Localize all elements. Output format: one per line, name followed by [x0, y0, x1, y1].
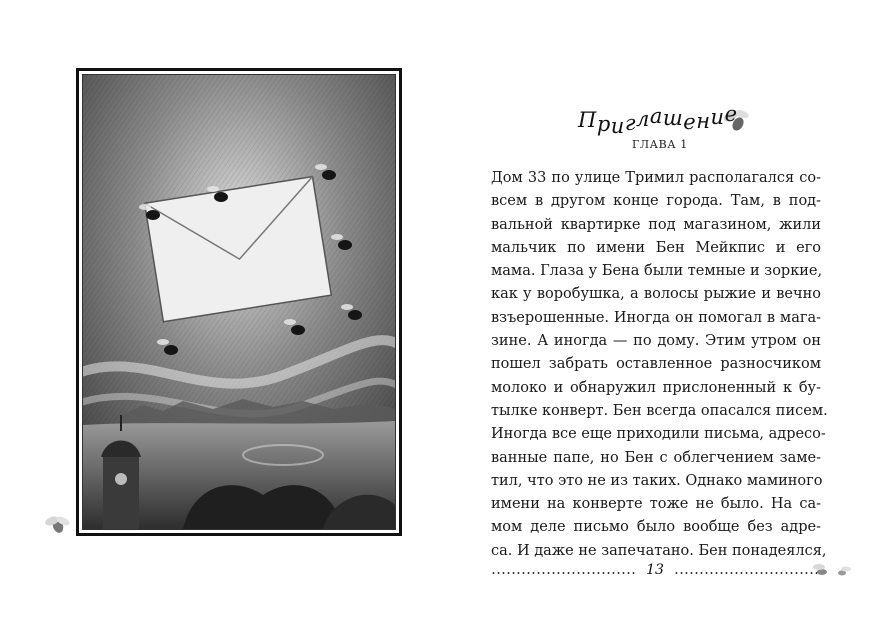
envelope-illustration — [83, 75, 395, 529]
text-line: Иногда все еще приходили письма, адресо- — [491, 426, 826, 443]
text-line: мама. Глаза у Бена были темные и зоркие, — [491, 263, 823, 280]
text-line: тылке конверт. Бен всегда опасался писем. — [491, 402, 828, 419]
text-line: всем в другом конце города. Там, в под- — [491, 193, 821, 210]
text-line: вальной квартирке под магазином, жили — [491, 216, 821, 233]
page-footer — [491, 561, 819, 579]
text-line: пошел забрать оставленное разносчиком — [491, 356, 821, 373]
text-line: как у воробушка, а волосы рыжие и вечно — [491, 286, 821, 303]
dotted-leader-left — [491, 572, 636, 574]
dotted-leader-right — [674, 572, 819, 574]
chapter-number: ГЛАВА 1 — [632, 138, 688, 151]
text-line: взъерошенные. Иногда он помогал в мага- — [491, 309, 821, 326]
page-number: 13 — [646, 562, 664, 578]
chapter-title: Приглашение — [578, 102, 738, 138]
text-line: мальчик по имени Бен Мейкпис и его — [491, 239, 821, 256]
text-line: зине. А иногда — по дому. Этим утром он — [491, 333, 821, 350]
text-line: са. И даже не запечатано. Бен понадеялся, — [491, 542, 827, 559]
text-line: имени на конверте тоже не было. На са- — [491, 496, 821, 513]
illustration-frame — [82, 74, 396, 530]
chapter-illustration — [76, 68, 402, 536]
text-line: молоко и обнаружил прислоненный к бу- — [491, 379, 821, 396]
text-line: ванные папе, но Бен с облегчением заме- — [491, 449, 821, 466]
text-line: Дом 33 по улице Тримил располагался со- — [491, 170, 821, 186]
fly-icon — [44, 512, 72, 538]
body-text — [491, 167, 828, 563]
fly-icon — [812, 560, 860, 580]
text-line: мом деле письмо было вообще без адре- — [491, 519, 821, 536]
text-line: тил, что это не из таких. Однако маминого — [491, 472, 823, 489]
